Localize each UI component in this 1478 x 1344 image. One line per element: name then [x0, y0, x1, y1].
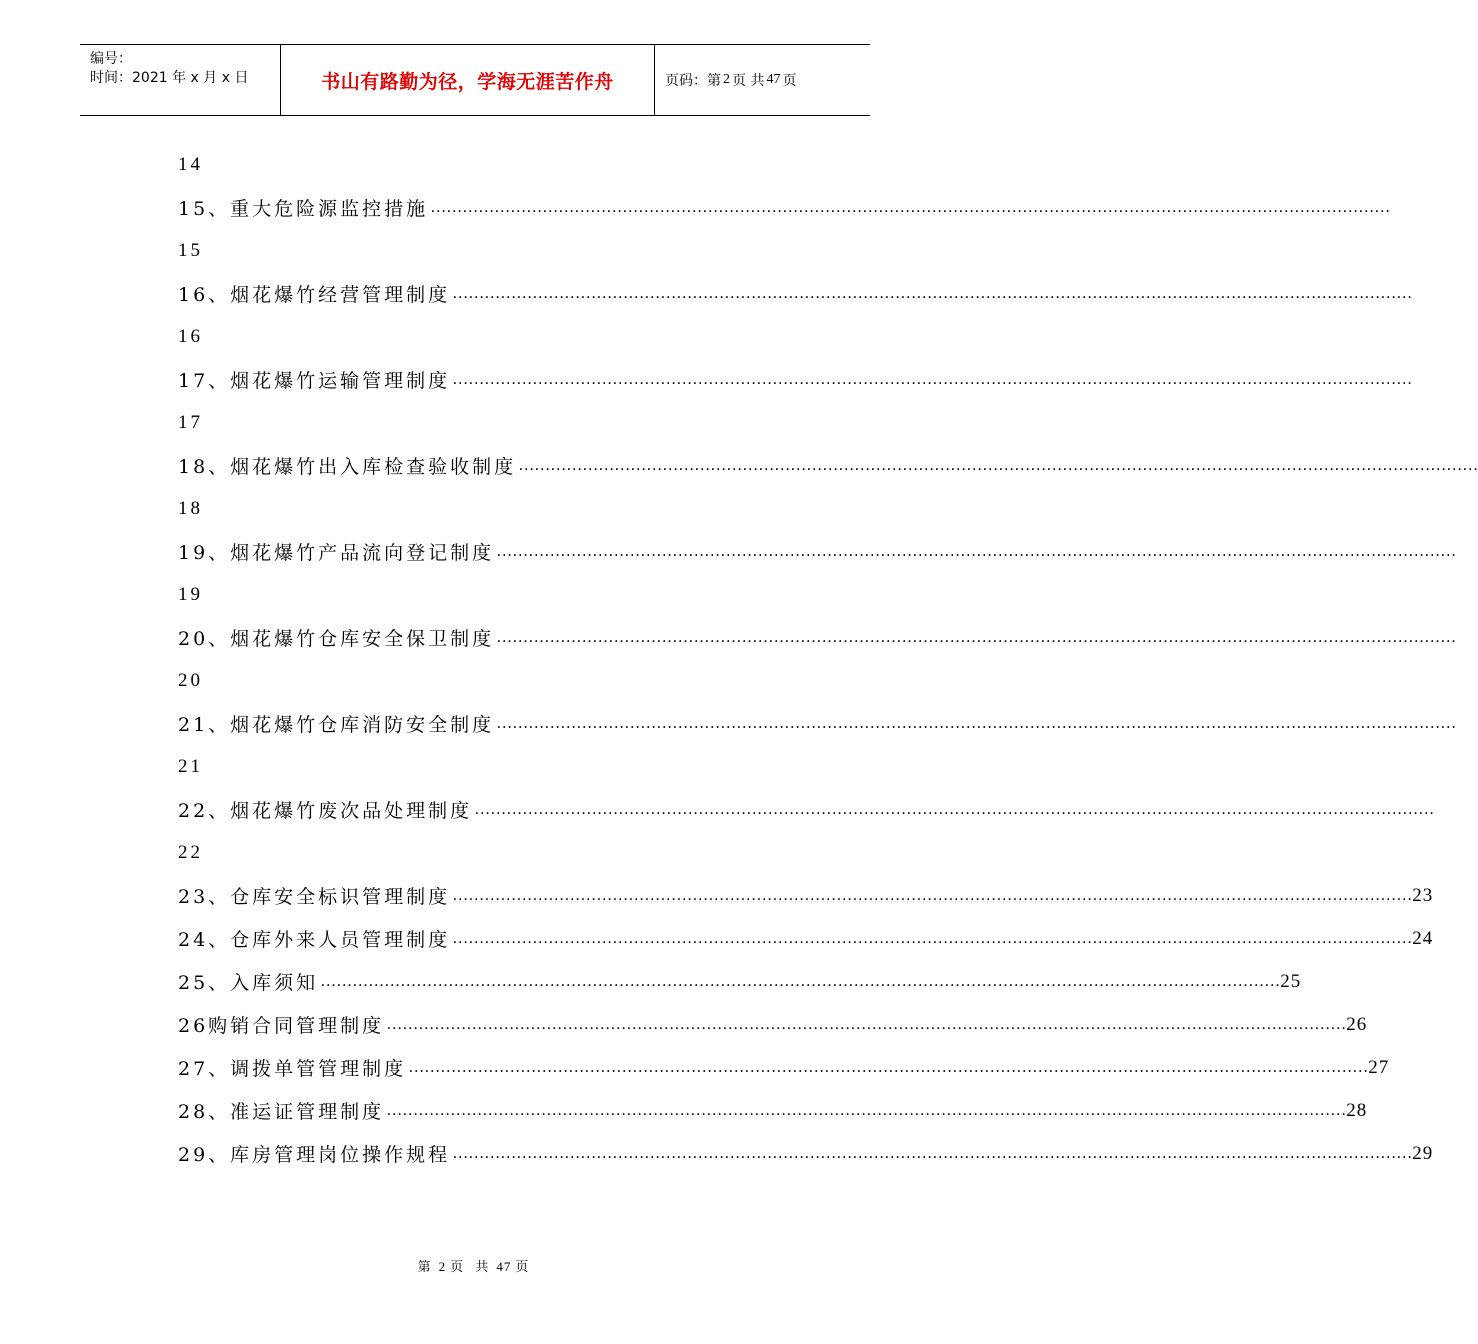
toc-entry[interactable]	[178, 702, 1457, 745]
header-page-total: 47	[766, 72, 781, 87]
toc-entry-title: 16	[178, 325, 203, 347]
toc-entry[interactable]	[178, 186, 1391, 229]
toc-leader-dots: ………………………………………………………………………………………………………………………………………………………………	[320, 972, 1281, 990]
toc-entry-title: 16、烟花爆竹经营管理制度	[178, 284, 451, 306]
toc-leader-dots: ………………………………………………………………………………………………………………………………………………………………	[452, 1144, 1413, 1162]
footer-page-total: 47	[496, 1259, 512, 1274]
toc-entry[interactable]	[178, 745, 818, 788]
toc-entry-title: 15	[178, 239, 203, 261]
header-page-info	[655, 45, 870, 115]
header-page-current: 2	[723, 72, 730, 87]
toc-leader-dots: ………………………………………………………………………………………………………………………………………………………………	[386, 1015, 1347, 1033]
toc-entry-title: 26购销合同管理制度	[178, 1015, 385, 1037]
toc-entry-title: 22	[178, 841, 203, 863]
toc-entry[interactable]	[178, 1132, 1434, 1175]
toc-entry[interactable]	[178, 444, 1478, 487]
toc-leader-dots: ………………………………………………………………………………………………………………………………………………………………	[518, 456, 1478, 474]
toc-entry-title: 21、烟花爆竹仓库消防安全制度	[178, 714, 495, 736]
toc-entry[interactable]	[178, 960, 1302, 1003]
header-motto: 书山有路勤为径，学海无涯苦作舟	[281, 45, 655, 115]
toc-entry[interactable]	[178, 530, 1457, 573]
toc-entry-title: 23、仓库安全标识管理制度	[178, 886, 451, 908]
toc-entry-title: 20	[178, 669, 203, 691]
toc-entry[interactable]	[178, 788, 1435, 831]
table-of-contents	[178, 143, 1478, 1175]
toc-entry[interactable]	[178, 831, 818, 874]
toc-leader-dots: ………………………………………………………………………………………………………………………………………………………………	[430, 198, 1391, 216]
toc-leader-dots: ………………………………………………………………………………………………………………………………………………………………	[386, 1101, 1347, 1119]
header-page-mid: 页 共	[732, 73, 765, 89]
toc-entry-page: 24	[1412, 927, 1434, 949]
toc-entry-page: 23	[1412, 884, 1434, 906]
toc-entry[interactable]	[178, 573, 818, 616]
toc-leader-dots: ………………………………………………………………………………………………………………………………………………………………	[408, 1058, 1369, 1076]
toc-entry[interactable]	[178, 272, 1413, 315]
toc-leader-dots: ………………………………………………………………………………………………………………………………………………………………	[496, 714, 1457, 732]
toc-entry[interactable]	[178, 917, 1434, 960]
toc-entry[interactable]	[178, 1089, 1368, 1132]
page-footer	[0, 1256, 950, 1275]
toc-entry[interactable]	[178, 1046, 1390, 1089]
toc-entry[interactable]	[178, 229, 818, 272]
toc-entry-title: 17、烟花爆竹运输管理制度	[178, 370, 451, 392]
toc-entry-page: 26	[1346, 1013, 1368, 1035]
document-number-label: 编号：	[90, 51, 132, 67]
toc-entry-title: 27、调拨单管管理制度	[178, 1058, 407, 1080]
toc-entry-title: 15、重大危险源监控措施	[178, 198, 429, 220]
toc-leader-dots: ………………………………………………………………………………………………………………………………………………………………	[452, 886, 1413, 904]
toc-entry[interactable]	[178, 874, 1434, 917]
toc-entry[interactable]	[178, 143, 818, 186]
toc-leader-dots: ………………………………………………………………………………………………………………………………………………………………	[452, 284, 1413, 302]
toc-entry-page: 29	[1412, 1142, 1434, 1164]
toc-leader-dots: ………………………………………………………………………………………………………………………………………………………………	[496, 542, 1457, 560]
footer-mid: 页 共	[450, 1260, 493, 1275]
footer-prefix: 第	[417, 1260, 435, 1275]
toc-entry-title: 17	[178, 411, 203, 433]
toc-entry-title: 14	[178, 153, 203, 175]
toc-leader-dots: ………………………………………………………………………………………………………………………………………………………………	[474, 800, 1435, 818]
toc-entry-title: 25、入库须知	[178, 972, 319, 994]
header-page-prefix: 页码：第	[665, 73, 721, 89]
toc-entry-title: 24、仓库外来人员管理制度	[178, 929, 451, 951]
toc-entry-title: 29、库房管理岗位操作规程	[178, 1144, 451, 1166]
toc-entry-title: 28、准运证管理制度	[178, 1101, 385, 1123]
toc-entry[interactable]	[178, 401, 818, 444]
toc-entry[interactable]	[178, 1003, 1368, 1046]
header-meta	[80, 45, 281, 115]
toc-entry-page: 27	[1368, 1056, 1390, 1078]
toc-leader-dots: ………………………………………………………………………………………………………………………………………………………………	[452, 370, 1413, 388]
header-page-suffix: 页	[782, 73, 797, 89]
toc-entry[interactable]	[178, 358, 1413, 401]
toc-entry-page: 25	[1280, 970, 1302, 992]
toc-entry[interactable]	[178, 659, 818, 702]
toc-entry[interactable]	[178, 315, 818, 358]
toc-entry[interactable]	[178, 487, 818, 530]
toc-entry-page: 28	[1346, 1099, 1368, 1121]
toc-entry-title: 22、烟花爆竹废次品处理制度	[178, 800, 473, 822]
toc-entry-title: 19、烟花爆竹产品流向登记制度	[178, 542, 495, 564]
toc-entry[interactable]	[178, 616, 1457, 659]
toc-leader-dots: ………………………………………………………………………………………………………………………………………………………………	[452, 929, 1413, 947]
toc-entry-title: 21	[178, 755, 203, 777]
footer-page-current: 2	[438, 1259, 447, 1274]
footer-suffix: 页	[515, 1260, 533, 1275]
toc-entry-title: 19	[178, 583, 203, 605]
page-header	[80, 44, 870, 116]
toc-leader-dots: ………………………………………………………………………………………………………………………………………………………………	[496, 628, 1457, 646]
toc-entry-title: 18、烟花爆竹出入库检查验收制度	[178, 456, 517, 478]
document-time-label: 时间：2021 年 x 月 x 日	[90, 70, 249, 86]
toc-entry-title: 18	[178, 497, 203, 519]
toc-entry-title: 20、烟花爆竹仓库安全保卫制度	[178, 628, 495, 650]
